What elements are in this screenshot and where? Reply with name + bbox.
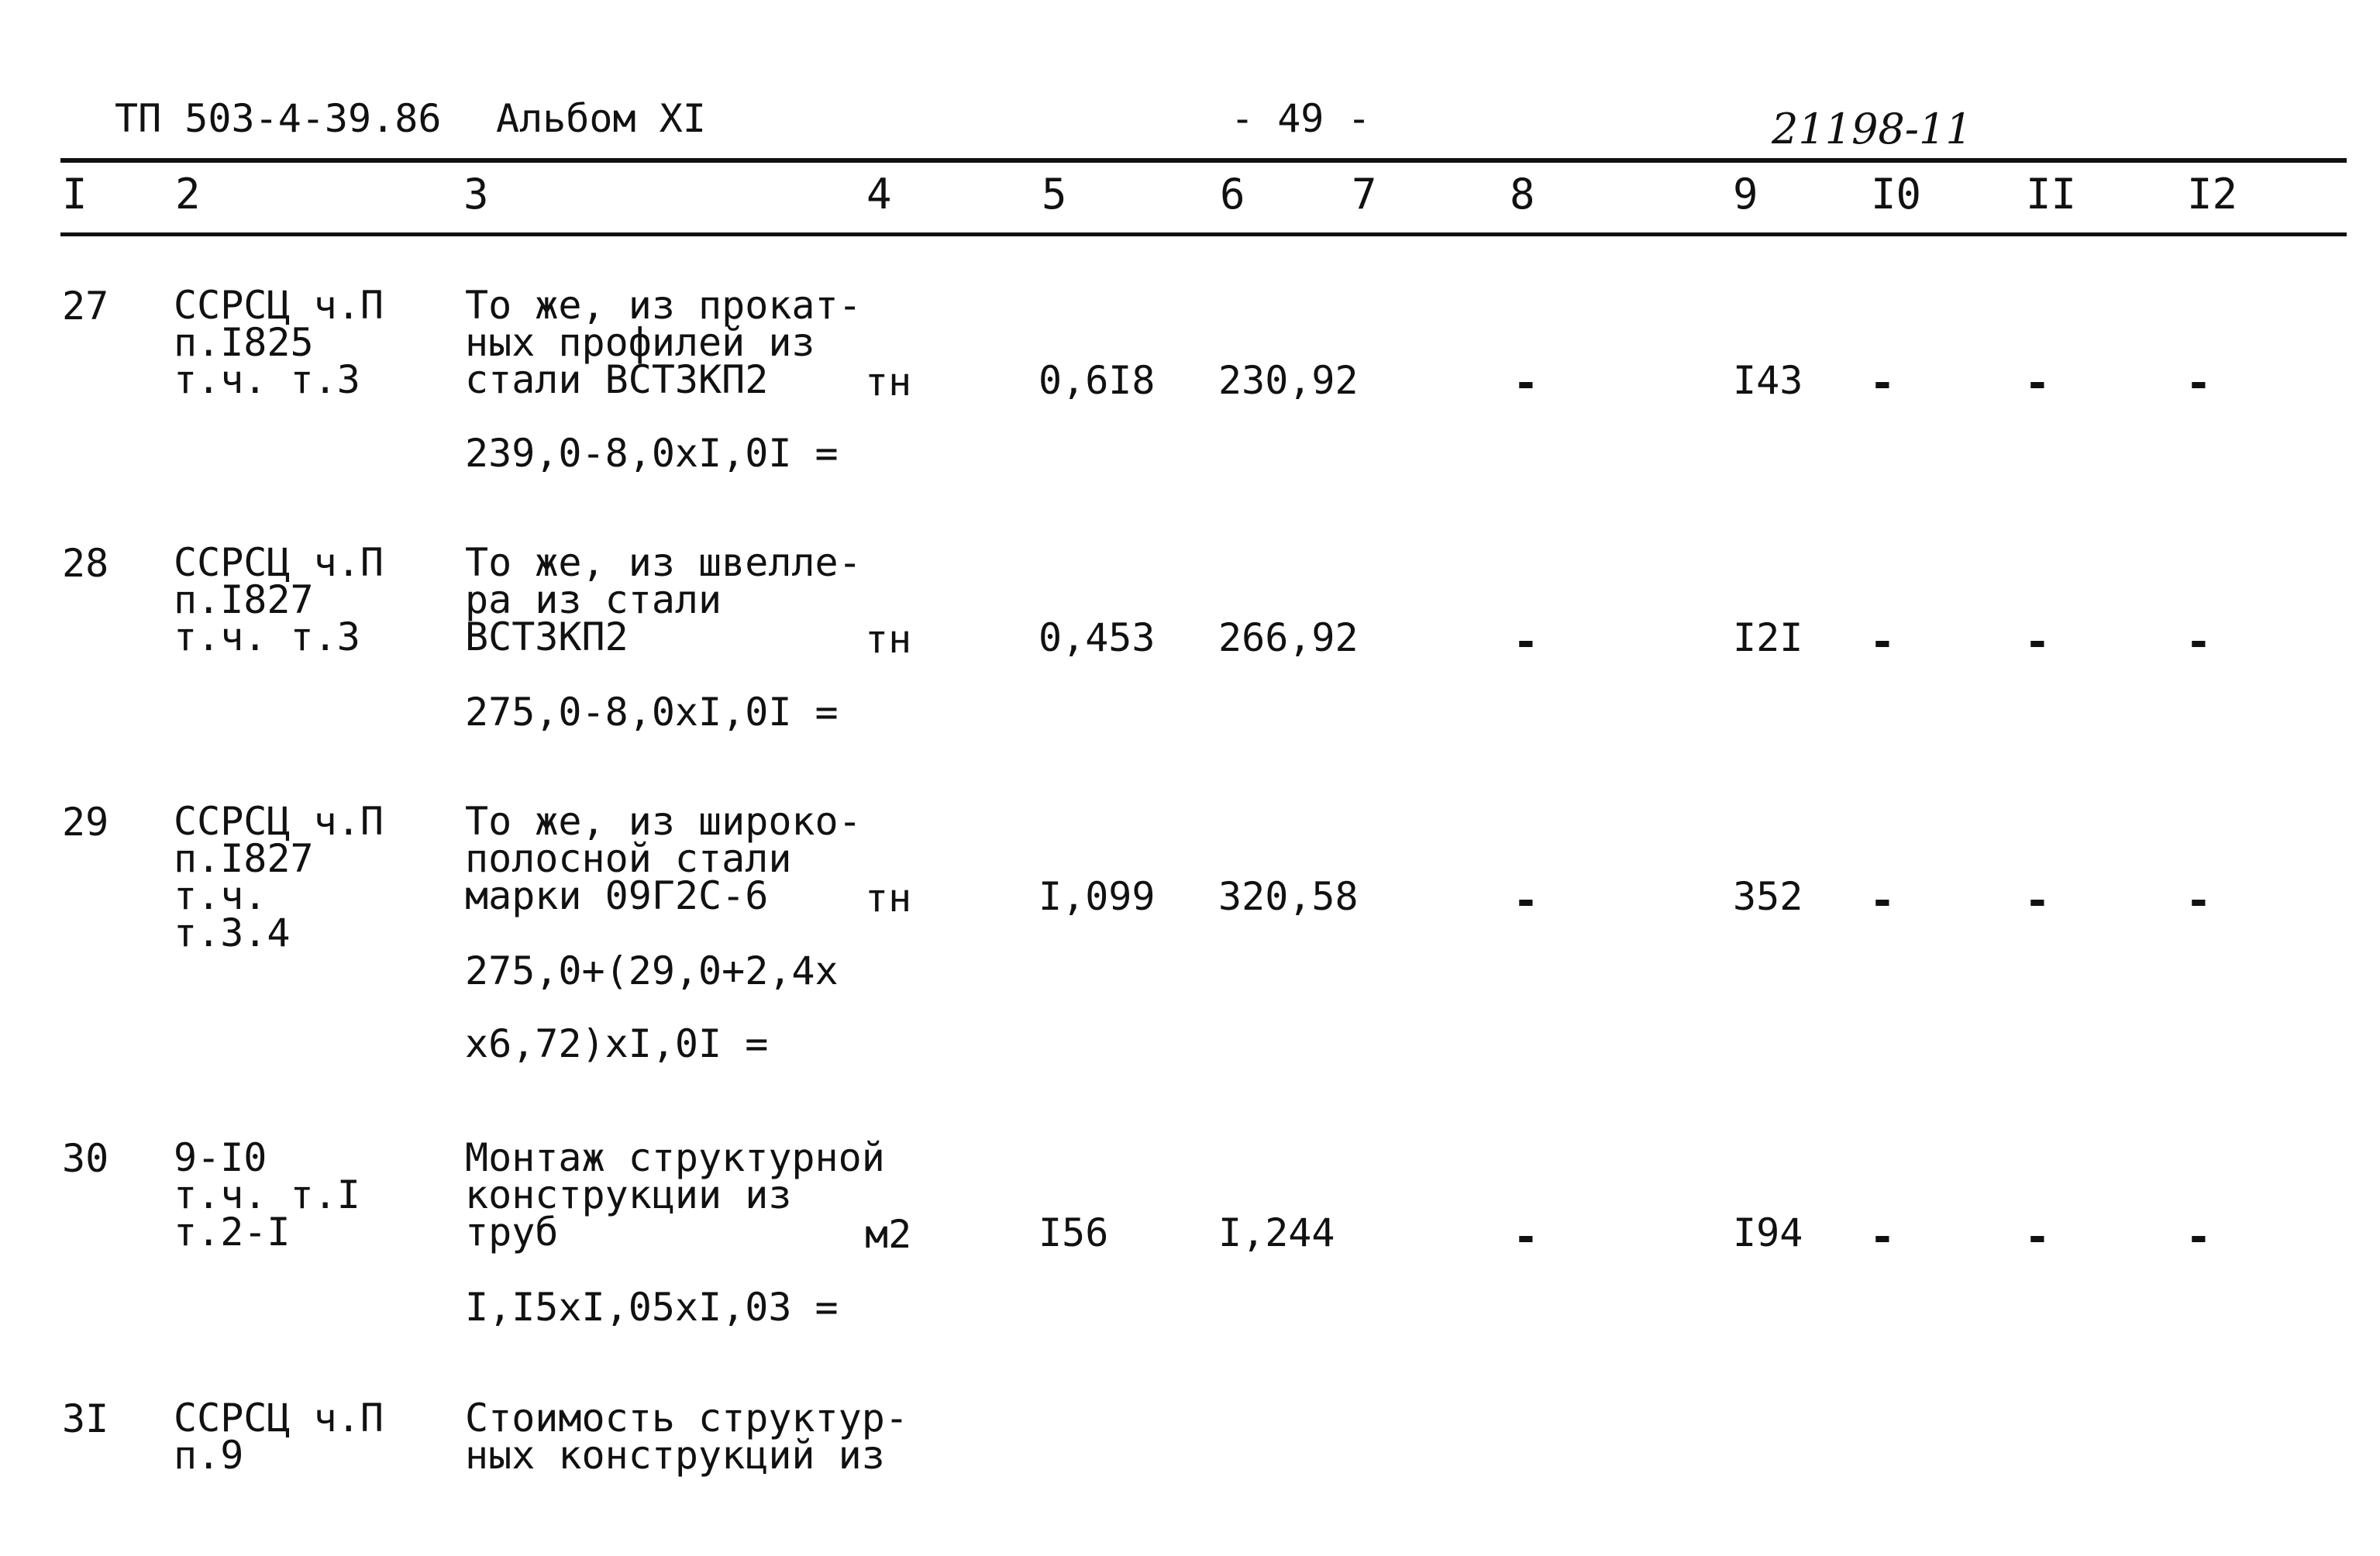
column-8-value: - <box>1513 358 1539 408</box>
unit-price: 320,58 <box>1218 874 1359 919</box>
column-number: 2 <box>175 170 201 219</box>
column-10-value: - <box>1869 1212 1896 1262</box>
page-number: - 49 - <box>1231 96 1371 141</box>
column-number: 5 <box>1042 170 1067 219</box>
row-number: 29 <box>62 800 109 845</box>
description-cell <box>465 1396 908 1478</box>
column-11-value: - <box>2024 358 2051 408</box>
reference-line: п.I827 <box>174 836 314 881</box>
description-line: То же, из широко- <box>465 799 862 844</box>
unit: тн <box>865 360 912 404</box>
column-8-value: - <box>1513 1212 1539 1262</box>
description-cell <box>465 799 862 918</box>
description-line: ВСТ3КП2 <box>465 614 629 659</box>
reference-line: 9-I0 <box>174 1135 267 1180</box>
column-number: 3 <box>463 170 489 219</box>
description-line: Монтаж структурной <box>465 1135 885 1180</box>
reference-line: т.ч. т.3 <box>174 357 360 402</box>
column-number: 4 <box>866 170 892 219</box>
row-number: 27 <box>62 284 109 329</box>
document-code: ТП 503-4-39.86 <box>115 96 442 141</box>
column-12-value: - <box>2185 1212 2212 1262</box>
reference-cell <box>174 283 384 402</box>
column-number: I <box>62 170 88 219</box>
column-number: 7 <box>1352 170 1377 219</box>
formula: 239,0-8,0хI,0I = <box>465 431 839 476</box>
column-10-value: - <box>1869 617 1896 667</box>
reference-line: ССРСЦ ч.П <box>174 1396 384 1441</box>
reference-line: п.I827 <box>174 577 314 622</box>
reference-line: т.ч. т.3 <box>174 614 360 659</box>
unit: м2 <box>865 1212 912 1257</box>
column-8-value: - <box>1513 617 1539 667</box>
reference-line: т.2-I <box>174 1210 291 1255</box>
reference-cell <box>174 1396 384 1478</box>
column-12-value: - <box>2185 617 2212 667</box>
column-10-value: - <box>1869 876 1896 926</box>
formula: 275,0-8,0хI,0I = <box>465 690 839 735</box>
column-8-value: - <box>1513 876 1539 926</box>
description-cell <box>465 540 862 659</box>
column-number: 6 <box>1220 170 1245 219</box>
column-11-value: - <box>2024 1212 2051 1262</box>
unit-price: I,244 <box>1218 1210 1335 1255</box>
description-line: марки 09Г2С-6 <box>465 873 769 918</box>
quantity: I56 <box>1038 1210 1109 1255</box>
column-11-value: - <box>2024 617 2051 667</box>
header-rule <box>60 232 2347 236</box>
column-number: 8 <box>1510 170 1535 219</box>
reference-line: п.I825 <box>174 320 314 365</box>
reference-line: т.ч. <box>174 873 267 918</box>
description-line: труб <box>465 1210 559 1255</box>
reference-cell <box>174 799 384 955</box>
row-number: 30 <box>62 1136 109 1181</box>
description-line: ных профилей из <box>465 320 815 365</box>
column-9-value: I94 <box>1733 1210 1803 1255</box>
row-number: 28 <box>62 541 109 586</box>
description-line: конструкции из <box>465 1172 792 1217</box>
reference-line: т.ч. т.I <box>174 1172 360 1217</box>
column-11-value: - <box>2024 876 2051 926</box>
column-number: II <box>2026 170 2077 219</box>
column-9-value: I2I <box>1733 615 1803 660</box>
description-line: полосной стали <box>465 836 792 881</box>
unit: тн <box>865 617 912 662</box>
reference-cell <box>174 540 384 659</box>
column-number: 9 <box>1733 170 1758 219</box>
handwritten-number: 21198-11 <box>1772 105 1972 153</box>
quantity: 0,453 <box>1038 615 1156 660</box>
description-cell <box>465 283 862 402</box>
album-label: Альбом XI <box>496 96 706 141</box>
column-12-value: - <box>2185 876 2212 926</box>
quantity: I,099 <box>1038 874 1156 919</box>
top-rule <box>60 158 2347 163</box>
row-number: 3I <box>62 1396 109 1441</box>
formula: 275,0+(29,0+2,4х <box>465 948 839 993</box>
description-line: ра из стали <box>465 577 722 622</box>
reference-line: ССРСЦ ч.П <box>174 540 384 585</box>
column-number: I0 <box>1871 170 1922 219</box>
reference-cell <box>174 1135 360 1255</box>
description-cell <box>465 1135 885 1255</box>
unit-price: 230,92 <box>1218 358 1359 403</box>
column-12-value: - <box>2185 358 2212 408</box>
description-line: Стоимость структур- <box>465 1396 908 1441</box>
reference-line: т.3.4 <box>174 911 291 955</box>
column-9-value: I43 <box>1733 358 1803 403</box>
formula: х6,72)хI,0I = <box>465 1021 769 1066</box>
reference-line: ССРСЦ ч.П <box>174 283 384 328</box>
description-line: ных конструкций из <box>465 1433 885 1478</box>
formula: I,I5хI,05хI,03 = <box>465 1285 839 1330</box>
reference-line: п.9 <box>174 1433 244 1478</box>
description-line: стали ВСТ3КП2 <box>465 357 769 402</box>
column-10-value: - <box>1869 358 1896 408</box>
unit-price: 266,92 <box>1218 615 1359 660</box>
quantity: 0,6I8 <box>1038 358 1156 403</box>
description-line: То же, из прокат- <box>465 283 862 328</box>
description-line: То же, из швелле- <box>465 540 862 585</box>
column-9-value: 352 <box>1733 874 1803 919</box>
reference-line: ССРСЦ ч.П <box>174 799 384 844</box>
column-number: I2 <box>2187 170 2238 219</box>
unit: тн <box>865 876 912 921</box>
